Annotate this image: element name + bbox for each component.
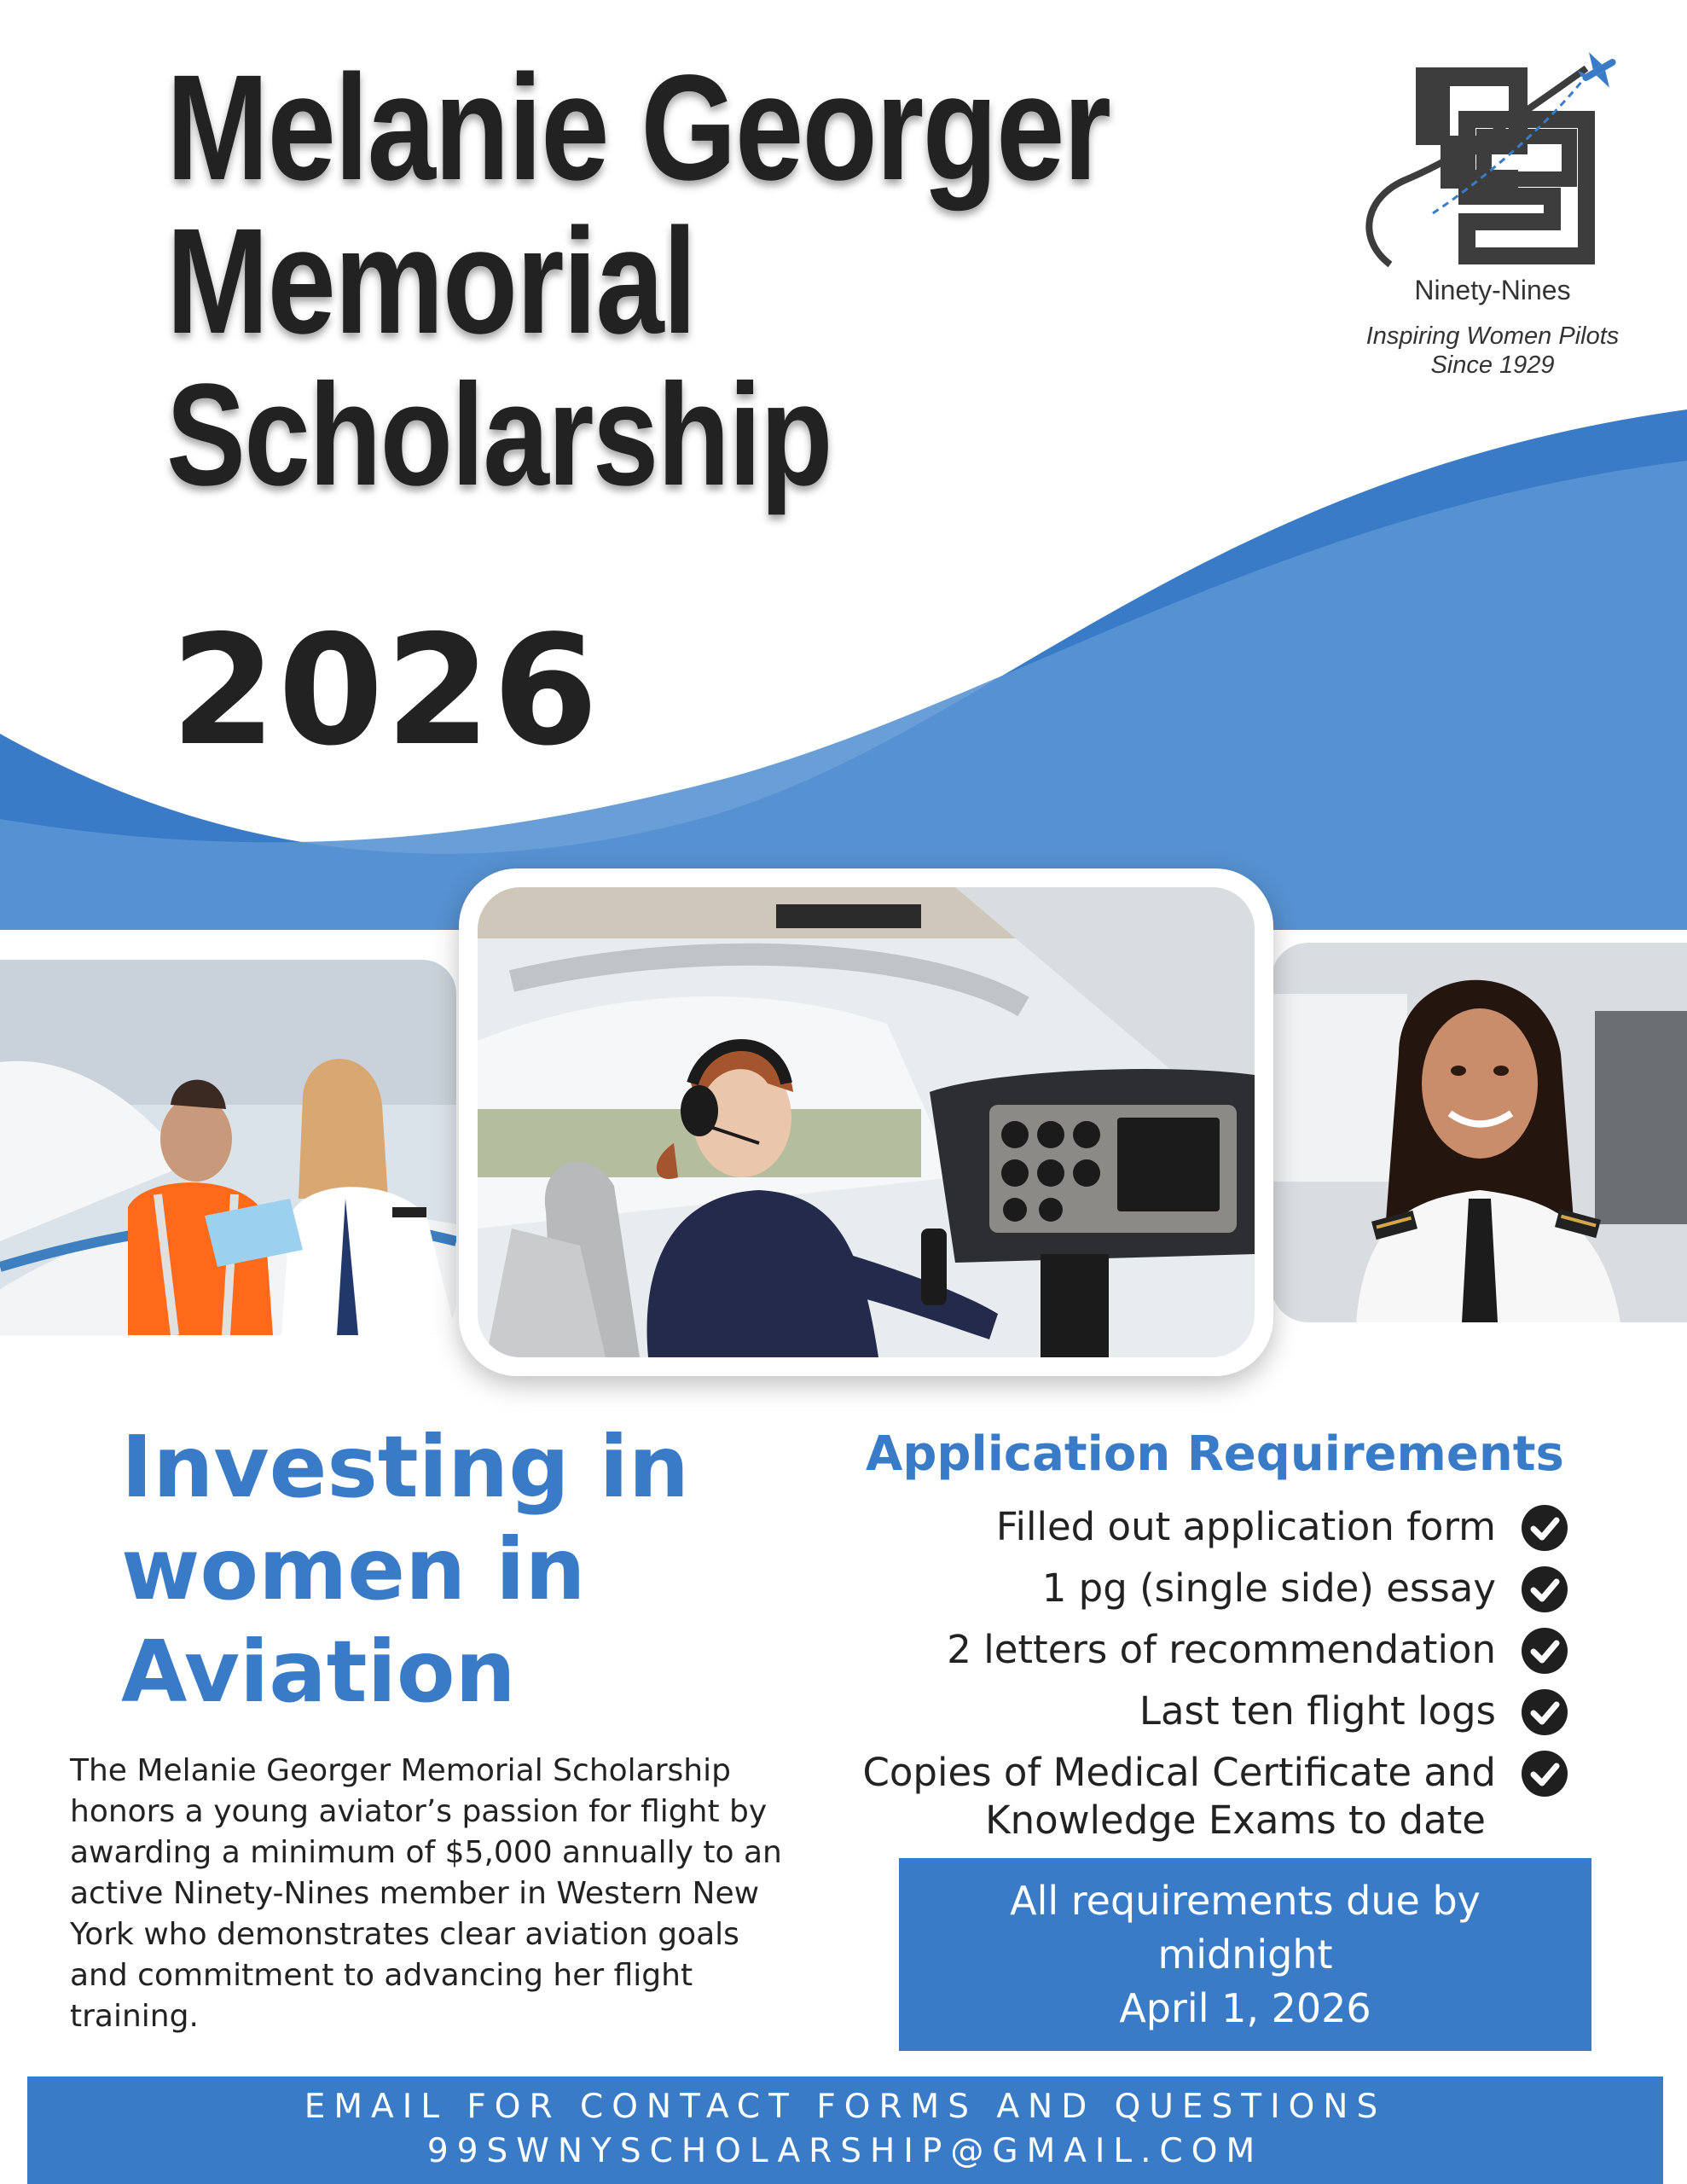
title-line-3: Scholarship	[166, 354, 832, 516]
scholarship-description: The Melanie Georger Memorial Scholarship honors a young aviator’s passion for flight by awarding a minimum of $5,000 annually to an active Ninety-Nines member in Western New York who demonstrates clear aviation goals and commitment to advancing her flight training.	[70, 1753, 782, 2034]
checkmark-icon	[1520, 1749, 1569, 1798]
smiling-woman-pilot-photo	[1271, 943, 1687, 1322]
checkmark-icon	[1520, 1626, 1569, 1676]
requirement-text	[862, 1749, 1496, 1844]
title-line-1: Melanie Georger	[166, 44, 1110, 212]
two-women-aviators-photo	[0, 960, 456, 1335]
requirement-item	[844, 1503, 1569, 1553]
deadline-line-1: All requirements due by	[1010, 1877, 1481, 1924]
deadline-box	[899, 1858, 1591, 2051]
checkmark-icon	[1520, 1503, 1569, 1553]
headline-line-2: women in	[121, 1519, 586, 1619]
title-line-2: Memorial	[166, 198, 696, 365]
checkmark-icon	[1520, 1565, 1569, 1614]
pilot-in-cockpit-photo	[478, 887, 1255, 1357]
contact-footer	[27, 2077, 1663, 2184]
requirement-text: Last ten flight logs	[1139, 1688, 1496, 1734]
checkmark-icon	[1520, 1687, 1569, 1737]
requirement-text-line-1: Copies of Medical Certificate and	[862, 1750, 1496, 1795]
requirement-item	[844, 1565, 1569, 1614]
logo-tagline-1: Inspiring Women Pilots	[1365, 322, 1620, 350]
requirement-text: 1 pg (single side) essay	[1041, 1565, 1496, 1611]
logo-tagline-2: Since 1929	[1430, 351, 1555, 379]
headline	[121, 1416, 689, 1723]
requirement-item	[844, 1749, 1569, 1844]
headline-line-3: Aviation	[121, 1622, 516, 1722]
requirement-item	[844, 1687, 1569, 1737]
requirement-text: Filled out application form	[995, 1504, 1496, 1549]
contact-email-link[interactable]: 99SWNYSCHOLARSHIP@GMAIL.COM	[426, 2132, 1264, 2170]
scholarship-year: 2026	[171, 602, 600, 779]
deadline-line-2: midnight	[1157, 1931, 1333, 1978]
requirements-list	[844, 1503, 1569, 1856]
logo-name: Ninety-Nines	[1414, 275, 1571, 305]
deadline-line-3: April 1, 2026	[1119, 1984, 1371, 2031]
pilot-in-cockpit-photo-frame	[459, 868, 1273, 1376]
scholarship-title	[166, 44, 1110, 516]
footer-line-1: EMAIL FOR CONTACT FORMS AND QUESTIONS	[304, 2088, 1387, 2126]
ninety-nines-logo	[1348, 51, 1638, 410]
headline-line-1: Investing in	[121, 1417, 690, 1517]
requirement-text-line-2: Knowledge Exams to date	[985, 1798, 1486, 1843]
requirement-item	[844, 1626, 1569, 1676]
requirement-text: 2 letters of recommendation	[947, 1627, 1496, 1672]
ninety-nines-logo-icon	[1356, 51, 1629, 273]
requirements-heading: Application Requirements	[866, 1426, 1564, 1482]
